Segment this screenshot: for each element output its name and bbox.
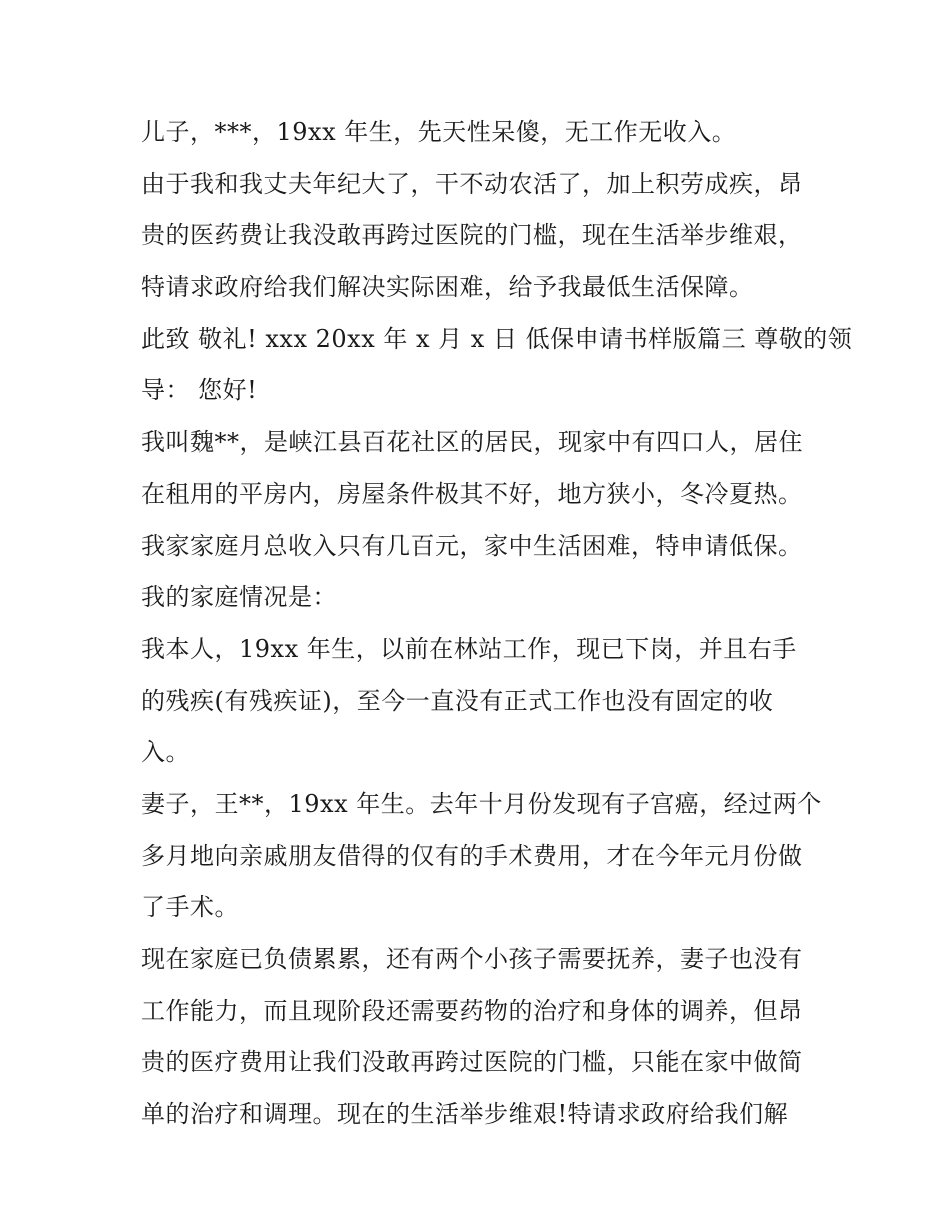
text-line: 单的治疗和调理。现在的生活举步维艰!特请求政府给我们解 xyxy=(141,1100,789,1129)
text-line: 入。 xyxy=(141,738,190,767)
text-line: 工作能力，而且现阶段还需要药物的治疗和身体的调养，但昂 xyxy=(141,996,803,1025)
text-line: 在租用的平房内，房屋条件极其不好，地方狭小，冬冷夏热。 xyxy=(141,479,803,508)
text-line: 此致 敬礼! xxx 20xx 年 x 月 x 日 低保申请书样版篇三 尊敬的领 xyxy=(141,324,853,353)
text-line: 由于我和我丈夫年纪大了，干不动农活了，加上积劳成疾，昂 xyxy=(141,169,803,198)
text-line: 了手术。 xyxy=(141,893,239,922)
document-body xyxy=(141,107,853,1141)
text-line: 贵的医药费让我没敢再跨过医院的门槛，现在生活举步维艰， xyxy=(141,221,803,250)
text-line: 我叫魏**，是峡江县百花社区的居民，现家中有四口人，居住 xyxy=(141,428,803,457)
text-line: 现在家庭已负债累累，还有两个小孩子需要抚养，妻子也没有 xyxy=(141,945,803,973)
text-line: 儿子，***，19xx 年生，先天性呆傻，无工作无收入。 xyxy=(141,118,737,146)
text-line: 我家家庭月总收入只有几百元，家中生活困难，特申请低保。 xyxy=(141,531,803,560)
text-line: 的残疾(有残疾证)，至今一直没有正式工作也没有固定的收 xyxy=(141,686,774,715)
text-line: 我本人，19xx 年生，以前在林站工作，现已下岗，并且右手 xyxy=(141,634,797,663)
text-line: 导： 您好! xyxy=(141,376,258,405)
text-line: 多月地向亲戚朋友借得的仅有的手术费用，才在今年元月份做 xyxy=(141,841,803,870)
text-line: 贵的医疗费用让我们没敢再跨过医院的门槛，只能在家中做简 xyxy=(141,1048,803,1077)
text-line: 妻子，王**，19xx 年生。去年十月份发现有子宫癌，经过两个 xyxy=(141,789,822,818)
text-line: 特请求政府给我们解决实际困难，给予我最低生活保障。 xyxy=(141,273,754,302)
text-line: 我的家庭情况是： xyxy=(141,583,337,612)
